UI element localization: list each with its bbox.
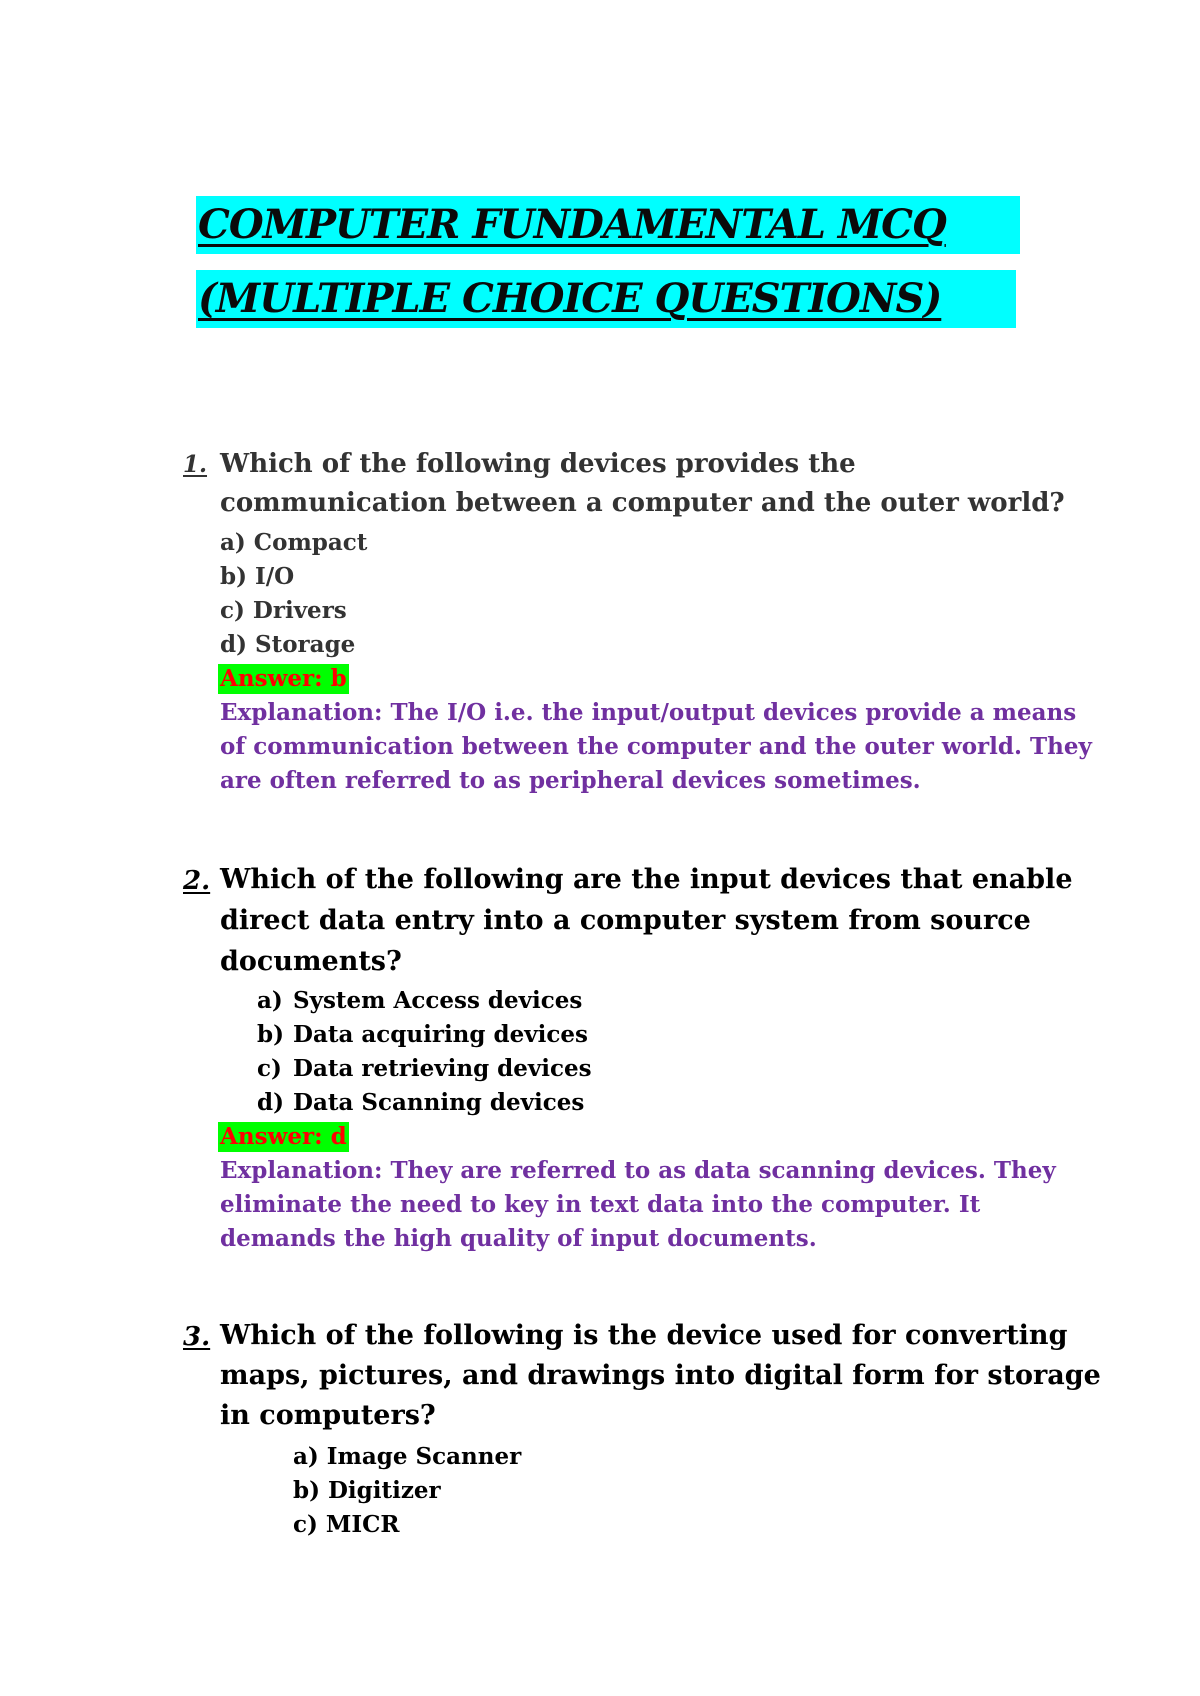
question-text-line: communication between a computer and the outer world?	[220, 488, 1065, 518]
option-a	[293, 1440, 521, 1474]
option-c	[257, 1052, 592, 1086]
option-c	[220, 594, 347, 628]
option-b	[257, 1018, 588, 1052]
option-label: b)	[220, 563, 247, 590]
explanation-line: eliminate the need to key in text data into the computer. It	[220, 1191, 981, 1218]
option-text: I/O	[254, 563, 295, 590]
answer-highlight: Answer: d	[220, 1123, 347, 1150]
option-text: Data retrieving devices	[293, 1055, 592, 1082]
option-label: c)	[257, 1055, 282, 1082]
option-label: c)	[293, 1511, 318, 1538]
option-c	[293, 1508, 400, 1542]
option-label: b)	[293, 1477, 320, 1504]
question-text-line: in computers?	[220, 1400, 436, 1431]
option-b	[220, 560, 294, 594]
question-text-line: maps, pictures, and drawings into digital form for storage	[220, 1360, 1101, 1391]
explanation-line: Explanation: They are referred to as data scanning devices. They	[220, 1157, 1056, 1184]
question-text-line: documents?	[220, 946, 402, 977]
question-number: 2.	[183, 866, 211, 896]
option-d	[257, 1086, 584, 1120]
option-a	[220, 526, 367, 560]
option-text: Data acquiring devices	[293, 1021, 588, 1048]
option-label: b)	[257, 1021, 284, 1048]
answer-highlight: Answer: b	[220, 665, 347, 692]
question-text-line: Which of the following is the device used for converting	[220, 1320, 1068, 1351]
option-text: Drivers	[252, 597, 347, 624]
explanation-line: of communication between the computer and the outer world. They	[220, 733, 1092, 760]
explanation-line: Explanation: The I/O i.e. the input/output devices provide a means	[220, 699, 1077, 726]
option-label: a)	[293, 1443, 319, 1470]
option-label: a)	[257, 987, 283, 1014]
option-text: Storage	[254, 631, 356, 658]
option-a	[257, 984, 582, 1018]
document-title-line-1: COMPUTER FUNDAMENTAL MCQ	[196, 196, 1020, 254]
option-text: Compact	[253, 529, 368, 556]
option-text: Image Scanner	[326, 1443, 522, 1470]
option-text: MICR	[325, 1511, 400, 1538]
question-number: 1.	[183, 451, 208, 478]
explanation-line: demands the high quality of input documents.	[220, 1225, 817, 1252]
question-text-line: Which of the following devices provides the	[220, 449, 856, 479]
question-text-line: direct data entry into a computer system from source	[220, 905, 1031, 936]
question-number: 3.	[183, 1322, 211, 1352]
document-title-line-2: (MULTIPLE CHOICE QUESTIONS)	[196, 270, 1016, 328]
option-text: Digitizer	[327, 1477, 441, 1504]
option-label: c)	[220, 597, 245, 624]
option-b	[293, 1474, 441, 1508]
option-text: System Access devices	[293, 987, 583, 1014]
option-text: Data Scanning devices	[293, 1089, 585, 1116]
explanation-line: are often referred to as peripheral devices sometimes.	[220, 767, 921, 794]
option-label: d)	[257, 1089, 284, 1116]
option-label: d)	[220, 631, 247, 658]
option-label: a)	[220, 529, 246, 556]
option-d	[220, 628, 355, 662]
question-text-line: Which of the following are the input devices that enable	[220, 864, 1073, 895]
